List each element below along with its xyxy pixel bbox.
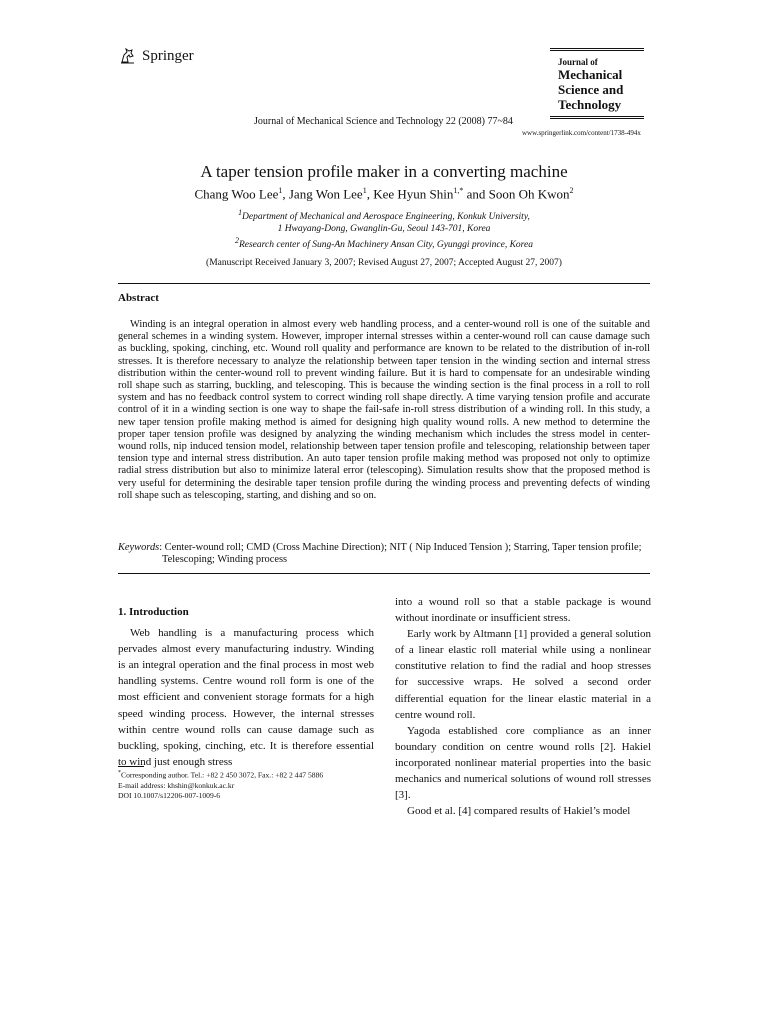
manuscript-dates: (Manuscript Received January 3, 2007; Revised August 27, 2007; Accepted August 27, 2007) (206, 258, 562, 268)
keywords-text: : Center-wound roll; CMD (Cross Machine Direction); NIT ( Nip Induced Tension ); Starring, Taper tension profile; Telescoping; Winding process (159, 542, 642, 565)
springer-horse-icon (118, 46, 138, 66)
keywords-label: Keywords (118, 542, 160, 553)
author-list: Chang Woo Lee$^1$, Jang Won Lee$^1$, Kee Hyun Shin$^{1,*}$ and Soon Oh Kwon$^2$ (194, 186, 574, 202)
divider-top (118, 283, 650, 284)
publisher-name: Springer (142, 47, 194, 64)
publisher-logo (118, 46, 194, 66)
paper-title: A taper tension profile maker in a converting machine (200, 162, 568, 181)
author-name: Soon Oh Kwon (488, 186, 570, 202)
abstract-heading: Abstract (118, 292, 159, 304)
left-column (118, 604, 374, 770)
section-heading: 1. Introduction (118, 606, 189, 618)
right-column (395, 594, 651, 819)
corresponding-author: *Corresponding author. Tel.: +82 2 450 3072, Fax.: +82 2 447 5886 (118, 770, 324, 780)
journal-name-line-1: Mechanical (558, 67, 623, 82)
journal-of-label: Journal of (558, 57, 598, 67)
body-paragraph: Web handling is a manufacturing process which pervades almost every manufacturing industry. Winding is an integral operation and the final process in most web handling systems. Centre wound roll form is one of the most efficient and convenient storage formats for a high speed winding process. However, the internal stresses within centre wound rolls can cause damage such as buckling, spoking, cinching, etc. It is therefore essential to wind just enough stress (118, 627, 374, 768)
author-name: Chang Woo Lee (194, 186, 279, 202)
body-paragraph: into a wound roll so that a stable package is wound without inordinate or insufficient stress. (395, 596, 651, 625)
divider-bottom (118, 573, 650, 574)
body-paragraph: Good et al. [4] compared results of Hakiel’s model (407, 805, 631, 818)
journal-name-line-3: Technology (558, 97, 622, 112)
journal-url[interactable]: www.springerlink.com/content/1738-494x (522, 129, 641, 137)
body-paragraph: Yagoda established core compliance as an inner boundary condition on centre wound rolls [2]. Hakiel incorporated nonlinear material properties into the basic mechanics and numerical solutions of wound roll stresses [3]. (395, 724, 651, 802)
author-affil-mark: 1 (278, 186, 283, 195)
footnote-rule (118, 766, 144, 767)
abstract-text: Winding is an integral operation in almost every web handling process, and a center-wound roll is one of the suitable and general schemes in a winding system. However, improper internal stresses within a center-wound roll can cause damage such as buckling, spoking, cinching, etc. Wound roll quality and performance are known to be related to the distribution of in-roll stresses. It is therefore necessary to analyze the relationship between taper tension in the winding section and internal stress distribution within the center-wound roll to prevent winding failure. But it is hard to compensate for an undesirable winding roll shape such as starring, buckling, and telescoping. This is because the winding section is the final process in a roll to roll system and has no feedback control system to correct winding roll shape directly. A time varying tension profile and accurate control of it in a winding section is one way to shape the fail-safe in-roll stress distribution of a winding roll. In this study, a new taper tension profile making method is aimed for designing high quality wound rolls. A new method to determine the proper taper tension profile was designed by analyzing the winding mechanism which includes the stress model in center-wound rolls, nip induced tension model, relationship between taper tension profile and telescoping, relationship between taper tension type and internal stress distribution. An auto taper tension profile making method was proposed not only to optimize radial stress distribution but also to minimize lateral error (telescoping). Simulation results show that the proposed method is very useful for determining the desirable taper tension profile during the winding process and preventing defects of winding roll shape such as telescoping, starting, and dishing and so on. (118, 319, 650, 501)
footnote (118, 768, 323, 801)
email-address[interactable]: E-mail address: khshin@konkuk.ac.kr (118, 780, 235, 790)
author-affil-mark: 2 (569, 186, 574, 195)
affiliation-line: $^1$Department of Mechanical and Aerospace Engineering, Konkuk University, (238, 208, 530, 223)
author-name: Jang Won Lee (288, 186, 363, 202)
affiliation-line: $^2$Research center of Sung-An Machinery Ansan City, Gyunggi province, Korea (235, 236, 533, 251)
author-affil-mark: 1,* (453, 186, 464, 195)
author-name: Kee Hyun Shin (373, 186, 454, 202)
keywords (118, 542, 694, 566)
journal-name-line-2: Science and (558, 82, 624, 97)
author-affil-mark: 1 (362, 186, 367, 195)
body-paragraph: Early work by Altmann [1] provided a general solution of a linear elastic roll material while using a nonlinear constitutive relation to find the radial and hoop stresses for successive wraps. He solved a second order differential equation for the linear elastic material in a centre wound roll. (395, 628, 651, 721)
affiliation-line: 1 Hwayang-Dong, Gwanglin-Gu, Seoul 143-701, Korea (277, 224, 491, 235)
affiliations (0, 207, 768, 251)
doi: DOI 10.1007/s12206-007-1009-6 (118, 790, 221, 800)
journal-citation: Journal of Mechanical Science and Technology 22 (2008) 77~84 (254, 116, 513, 127)
journal-box (550, 48, 644, 119)
